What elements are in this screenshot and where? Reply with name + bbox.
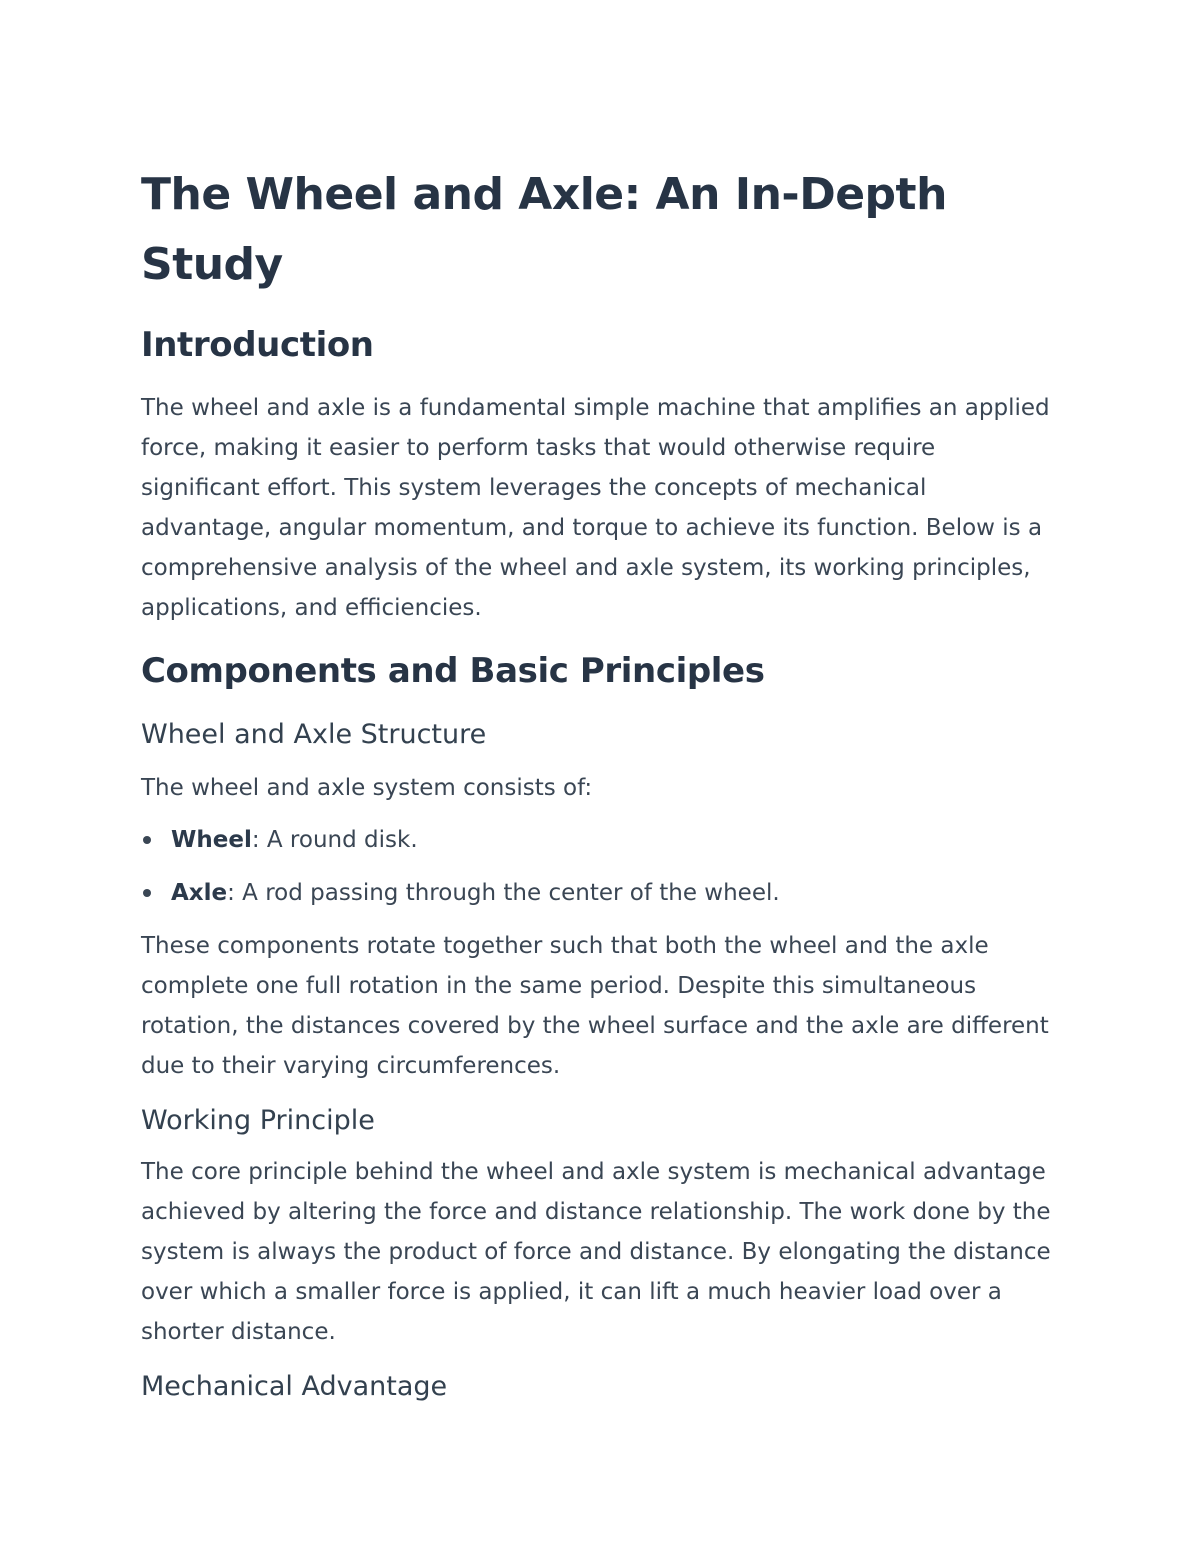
structure-heading: Wheel and Axle Structure (141, 719, 487, 750)
list-item-description: : A round disk. (251, 827, 418, 853)
introduction-paragraph: The wheel and axle is a fundamental simple machine that amplifies an applied force, making it easier to perform tasks that would otherwise require significant effort. This system leverages the concepts of mechanical advantage, angular momentum, and torque to achieve its function. Below is a comprehensive analysis of the wheel and axle system, its working principles, applications, and efficiencies. (141, 395, 1050, 621)
mechanical-advantage-heading: Mechanical Advantage (141, 1371, 448, 1402)
list-item-term: Wheel (171, 827, 252, 853)
working-principle-heading: Working Principle (141, 1105, 375, 1136)
components-list (141, 820, 1061, 913)
list-item-term: Axle (171, 880, 228, 906)
structure-lead-paragraph: The wheel and axle system consists of: (141, 775, 593, 801)
bullet-icon (143, 836, 151, 844)
list-item (141, 873, 1061, 913)
document-title: The Wheel and Axle: An In-Depth Study (141, 169, 947, 290)
structure-paragraph: These components rotate together such that both the wheel and the axle complete one full rotation in the same period. Despite this simultaneous rotation, the distances covered by the wheel surface and the axle are different due to their varying circumferences. (141, 933, 1049, 1079)
list-item (141, 820, 1061, 860)
components-heading: Components and Basic Principles (141, 651, 765, 691)
bullet-icon (143, 889, 151, 897)
introduction-heading: Introduction (141, 325, 374, 365)
list-item-description: : A rod passing through the center of the wheel. (227, 880, 780, 906)
document-page (141, 160, 1061, 1410)
working-principle-paragraph: The core principle behind the wheel and axle system is mechanical advantage achieved by altering the force and distance relationship. The work done by the system is always the product of force and distance. By elongating the distance over which a smaller force is applied, it can lift a much heavier load over a shorter distance. (141, 1159, 1051, 1345)
